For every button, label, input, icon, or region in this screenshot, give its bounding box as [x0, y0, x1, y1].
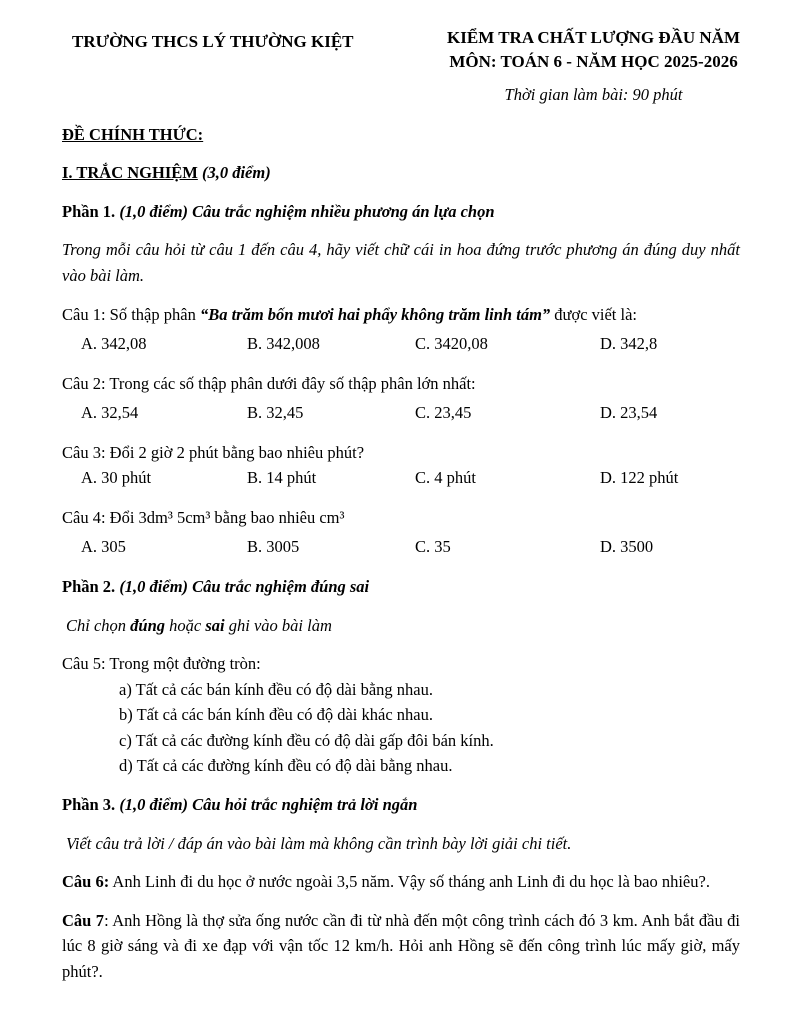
- part-2-label: Phần 2.: [62, 577, 116, 596]
- question-6-text: Anh Linh đi du học ở nước ngoài 3,5 năm. Vậy số tháng anh Linh đi du học là bao nhiêu?.: [109, 872, 710, 892]
- question-1-prefix: Câu 1: Số thập phân: [62, 304, 200, 324]
- question-4-option-a: A. 305: [81, 537, 126, 557]
- part-3-title: (1,0 điểm) Câu hỏi trắc nghiệm trả lời ngắn: [115, 794, 418, 814]
- question-6-label: Câu 6:: [62, 872, 110, 892]
- official-label: ĐỀ CHÍNH THỨC:: [62, 124, 204, 144]
- question-4-options: [62, 534, 740, 560]
- part-1-instruction: Trong mỗi câu hỏi từ câu 1 đến câu 4, hãy viết chữ cái in hoa đứng trước phương án đúng duy nhất vào bài làm.: [62, 240, 740, 285]
- part-2-instruction-seg3: ghi vào bài làm: [224, 615, 332, 635]
- question-4-option-d: D. 3500: [600, 537, 654, 557]
- question-7-label: Câu 7: [62, 910, 105, 930]
- document-header: [62, 26, 740, 106]
- question-2-option-c: C. 23,45: [415, 403, 472, 423]
- question-5-item-a: a) Tất cả các bán kính đều có độ dài bằng nhau.: [119, 679, 433, 699]
- exam-subtitle: MÔN: TOÁN 6 - NĂM HỌC 2025-2026: [449, 51, 738, 71]
- part-2-heading: [62, 574, 740, 600]
- question-3-text: Câu 3: Đổi 2 giờ 2 phút bằng bao nhiêu phút?: [62, 442, 365, 462]
- question-1-quote: “Ba trăm bốn mươi hai phẩy không trăm linh tám”: [199, 304, 551, 324]
- question-5-item-c: c) Tất cả các đường kính đều có độ dài gấp đôi bán kính.: [119, 730, 494, 750]
- question-3-option-b: B. 14 phút: [247, 468, 317, 488]
- question-7-text: : Anh Hồng là thợ sửa ống nước cần đi từ nhà đến một công trình cách đó 3 km. Anh bắt đầu đi lúc 8 giờ sáng và đi xe đạp với vận tốc 12 km/h. Hỏi anh Hồng sẽ đến công trình lúc mấy giờ, mấy phút?.: [62, 910, 740, 981]
- question-4-option-b: B. 3005: [247, 537, 300, 557]
- question-5-text: Câu 5: Trong một đường tròn:: [62, 654, 261, 674]
- question-3-option-d: D. 122 phút: [600, 468, 679, 488]
- question-1-option-b: B. 342,008: [247, 334, 320, 354]
- question-2-options: [62, 400, 740, 426]
- school-name: TRƯỜNG THCS LÝ THƯỜNG KIỆT: [72, 32, 354, 51]
- question-3-options: [62, 465, 740, 491]
- question-1-option-a: A. 342,08: [81, 334, 147, 354]
- official-label-row: [62, 122, 740, 148]
- part-2-title: (1,0 điểm) Câu trắc nghiệm đúng sai: [115, 577, 370, 596]
- question-1-suffix: được viết là:: [550, 304, 638, 324]
- part-2-instruction-seg1: Chỉ chọn: [66, 615, 131, 635]
- question-1-text: [62, 302, 740, 328]
- part-2-instruction: [62, 613, 740, 639]
- exam-duration: Thời gian làm bài: 90 phút: [504, 84, 683, 104]
- question-7: [62, 908, 740, 985]
- part-1-heading: [62, 199, 740, 225]
- question-5-items: [62, 677, 740, 779]
- part-3-label: Phần 3.: [62, 794, 116, 814]
- question-5-item-b: b) Tất cả các bán kính đều có độ dài khác nhau.: [119, 705, 433, 725]
- question-6: [62, 869, 740, 895]
- question-4-option-c: C. 35: [415, 537, 451, 557]
- question-2-option-a: A. 32,54: [81, 403, 139, 423]
- section-1-title: I. TRẮC NGHIỆM: [62, 163, 198, 183]
- exam-title-block: [447, 26, 740, 106]
- question-4-text: Câu 4: Đổi 3dm³ 5cm³ bằng bao nhiêu cm³: [62, 507, 345, 527]
- question-1-option-d: D. 342,8: [600, 334, 658, 354]
- part-1-title: (1,0 điểm) Câu trắc nghiệm nhiều phương án lựa chọn: [115, 201, 495, 221]
- question-2-text: Câu 2: Trong các số thập phân dưới đây số thập phân lớn nhất:: [62, 373, 476, 393]
- part-2-instruction-true-word: đúng: [130, 615, 166, 635]
- part-2-instruction-seg2: hoặc: [165, 615, 206, 635]
- part-2-instruction-false-word: sai: [205, 615, 225, 635]
- part-3-instruction: Viết câu trả lời / đáp án vào bài làm mà không cần trình bày lời giải chi tiết.: [66, 833, 572, 853]
- question-1-option-c: C. 3420,08: [415, 334, 488, 354]
- section-1-heading: [62, 160, 740, 186]
- question-3-option-c: C. 4 phút: [415, 468, 476, 488]
- exam-title: KIỂM TRA CHẤT LƯỢNG ĐẦU NĂM: [447, 28, 740, 47]
- part-1-label: Phần 1.: [62, 201, 116, 221]
- question-3-option-a: A. 30 phút: [81, 468, 152, 488]
- part-3-heading: [62, 792, 740, 818]
- section-1-points: (3,0 điểm): [197, 163, 271, 183]
- question-2-option-d: D. 23,54: [600, 403, 658, 423]
- question-1-options: [62, 331, 740, 357]
- question-5-item-d: d) Tất cả các đường kính đều có độ dài bằng nhau.: [119, 756, 453, 776]
- question-2-option-b: B. 32,45: [247, 403, 304, 423]
